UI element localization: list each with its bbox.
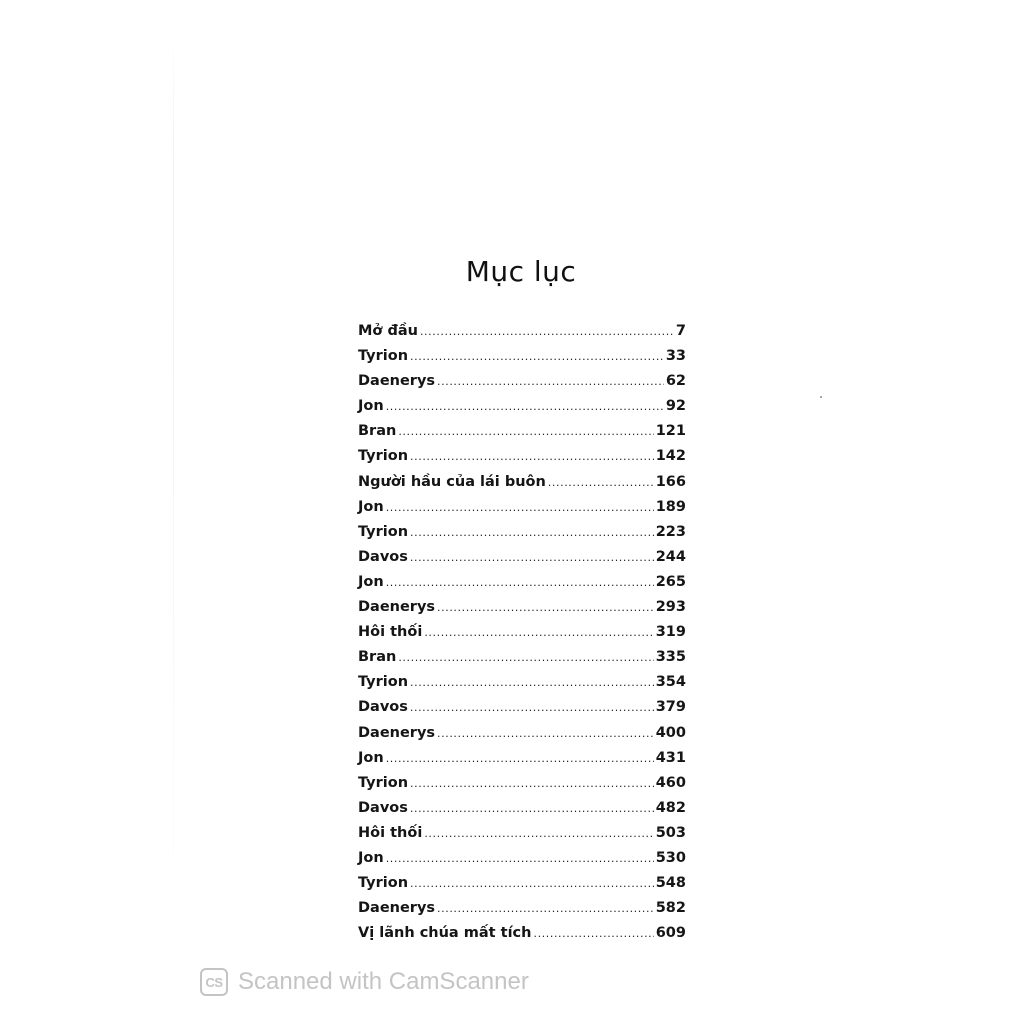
toc-entry-page-number: 503 (655, 824, 686, 841)
watermark-text: Scanned with CamScanner (238, 968, 529, 995)
toc-entry (358, 624, 686, 649)
toc-dot-leader (437, 599, 654, 617)
toc-entry-title: Tyrion (358, 774, 409, 791)
toc-entry-page-number: 431 (655, 749, 686, 766)
toc-entry (358, 474, 686, 499)
toc-dot-leader (410, 699, 654, 717)
toc-entry-title: Tyrion (358, 674, 409, 691)
toc-entry-page-number: 400 (655, 724, 686, 741)
toc-entry (358, 499, 686, 524)
toc-dot-leader (424, 624, 653, 642)
toc-dot-leader (437, 725, 654, 743)
toc-entry (358, 373, 686, 398)
toc-entry-page-number: 482 (655, 799, 686, 816)
toc-entry (358, 423, 686, 448)
toc-entry-title: Hôi thối (358, 824, 423, 841)
page-gutter-shadow (173, 30, 174, 970)
toc-entry-title: Jon (358, 573, 384, 590)
toc-entry (358, 524, 686, 549)
toc-entry-page-number: 223 (655, 523, 686, 540)
toc-dot-leader (410, 775, 654, 793)
toc-entry-title: Tyrion (358, 875, 409, 892)
toc-entry-title: Davos (358, 699, 408, 716)
toc-entry-page-number: 335 (655, 649, 686, 666)
toc-entry (358, 900, 686, 925)
table-of-contents (358, 323, 686, 950)
toc-entry-page-number: 189 (655, 498, 686, 515)
toc-entry (358, 348, 686, 373)
toc-entry (358, 549, 686, 574)
toc-entry (358, 574, 686, 599)
toc-dot-leader (410, 448, 654, 466)
toc-dot-leader (410, 875, 654, 893)
toc-entry-page-number: 166 (655, 473, 686, 490)
toc-entry-page-number: 142 (655, 448, 686, 465)
toc-entry-title: Jon (358, 749, 384, 766)
toc-dot-leader (398, 649, 653, 667)
toc-entry-page-number: 121 (655, 423, 686, 440)
toc-entry-page-number: 582 (655, 900, 686, 917)
toc-dot-leader (386, 398, 664, 416)
toc-entry-title: Daenerys (358, 900, 436, 917)
toc-dot-leader (410, 524, 654, 542)
toc-dot-leader (437, 900, 654, 918)
toc-entry-title: Người hầu của lái buôn (358, 473, 546, 490)
toc-entry-title: Daenerys (358, 599, 436, 616)
toc-dot-leader (386, 574, 654, 592)
toc-entry-page-number: 62 (665, 373, 686, 390)
toc-entry-page-number: 354 (655, 674, 686, 691)
toc-entry-title: Jon (358, 398, 384, 415)
toc-entry (358, 398, 686, 423)
toc-entry-page-number: 548 (655, 875, 686, 892)
toc-dot-leader (386, 499, 654, 517)
toc-dot-leader (386, 850, 654, 868)
toc-entry (358, 875, 686, 900)
toc-entry (358, 699, 686, 724)
toc-entry-title: Vị lãnh chúa mất tích (358, 925, 532, 942)
toc-entry-title: Daenerys (358, 373, 436, 390)
toc-entry-page-number: 33 (665, 348, 686, 365)
toc-entry-page-number: 92 (665, 398, 686, 415)
toc-entry-page-number: 460 (655, 774, 686, 791)
toc-dot-leader (548, 474, 654, 492)
toc-entry-title: Bran (358, 423, 397, 440)
page-title: Mục lục (465, 254, 577, 288)
toc-entry-page-number: 244 (655, 548, 686, 565)
camscanner-logo-icon: CS (200, 968, 228, 996)
toc-entry (358, 800, 686, 825)
toc-entry-title: Bran (358, 649, 397, 666)
toc-entry (358, 725, 686, 750)
toc-entry-page-number: 319 (655, 624, 686, 641)
toc-entry (358, 775, 686, 800)
toc-entry-title: Davos (358, 799, 408, 816)
toc-entry (358, 649, 686, 674)
toc-entry (358, 323, 686, 348)
toc-entry-page-number: 265 (655, 573, 686, 590)
toc-entry (358, 925, 686, 950)
scan-speck (820, 396, 822, 398)
toc-dot-leader (420, 323, 674, 341)
toc-dot-leader (410, 348, 664, 366)
toc-dot-leader (424, 825, 653, 843)
toc-dot-leader (398, 423, 653, 441)
toc-entry-page-number: 293 (655, 599, 686, 616)
toc-entry-title: Hôi thối (358, 624, 423, 641)
toc-dot-leader (410, 549, 654, 567)
toc-entry (358, 448, 686, 473)
toc-entry-title: Tyrion (358, 348, 409, 365)
toc-entry-title: Jon (358, 849, 384, 866)
toc-entry-page-number: 379 (655, 699, 686, 716)
toc-entry-page-number: 609 (655, 925, 686, 942)
toc-entry (358, 599, 686, 624)
toc-entry-title: Mở đầu (358, 323, 418, 339)
toc-entry-title: Jon (358, 498, 384, 515)
toc-dot-leader (410, 800, 654, 818)
toc-dot-leader (437, 373, 664, 391)
toc-entry (358, 825, 686, 850)
toc-entry (358, 674, 686, 699)
toc-entry-title: Daenerys (358, 724, 436, 741)
toc-entry (358, 850, 686, 875)
toc-dot-leader (410, 674, 654, 692)
toc-dot-leader (386, 750, 654, 768)
toc-entry-page-number: 530 (655, 849, 686, 866)
camscanner-watermark (200, 968, 529, 996)
toc-entry-title: Tyrion (358, 448, 409, 465)
toc-entry-title: Tyrion (358, 523, 409, 540)
toc-entry (358, 750, 686, 775)
toc-entry-title: Davos (358, 548, 408, 565)
toc-dot-leader (533, 925, 653, 943)
toc-entry-page-number: 7 (675, 323, 686, 339)
